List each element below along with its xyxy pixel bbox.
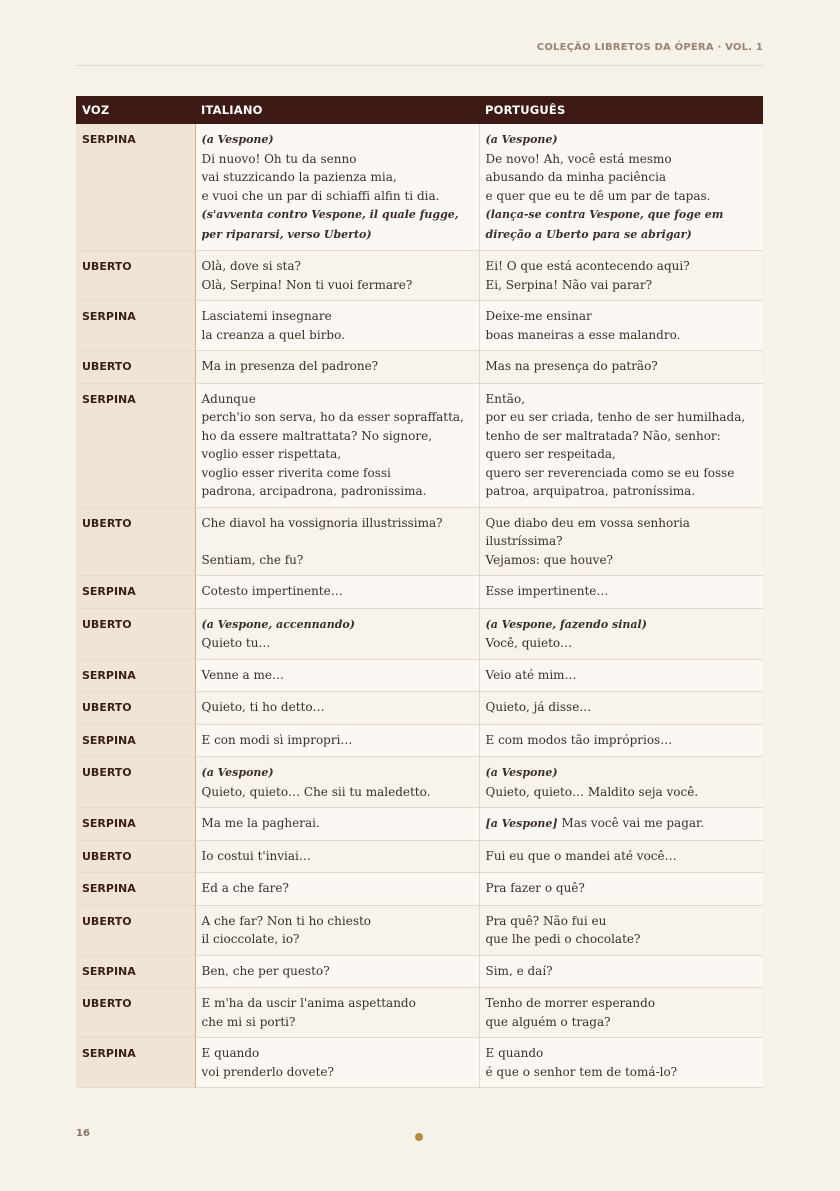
lyric-text: Pra fazer o quê? <box>485 881 585 895</box>
voice-cell: UBERTO <box>76 251 195 301</box>
italian-cell <box>195 905 479 955</box>
voice-cell: UBERTO <box>76 757 195 808</box>
stage-direction: (a Vespone) <box>485 766 558 779</box>
portuguese-cell <box>479 840 763 873</box>
lyric-text: Pra quê? Não fui eu que lhe pedi o chocolate? <box>485 913 641 946</box>
stage-direction: (a Vespone, accennando) <box>201 617 355 631</box>
table-row <box>76 301 763 351</box>
lyric-text: Quieto, já disse… <box>485 700 592 714</box>
table-header-row <box>76 96 763 124</box>
stage-direction: (a Vespone) <box>485 133 558 146</box>
italian-cell <box>195 808 479 841</box>
italian-cell <box>195 507 479 576</box>
portuguese-cell <box>479 692 763 725</box>
lyric-text: Venne a me… <box>201 667 284 682</box>
lyric-text: Quieto, quieto… Che sii tu maledetto. <box>201 784 431 799</box>
italian-cell <box>195 692 479 725</box>
column-header-portuguese: PORTUGUÊS <box>479 96 763 124</box>
voice-cell: UBERTO <box>76 692 195 725</box>
lyric-text: Che diavol ha vossignoria illustrissima? Sentiam, che fu? <box>201 515 443 567</box>
table-row <box>76 383 763 507</box>
portuguese-cell <box>479 873 763 906</box>
table-row <box>76 124 763 251</box>
voice-cell: UBERTO <box>76 988 195 1038</box>
lyric-text: E m'ha da uscir l'anima aspettando che mi si porti? <box>201 996 416 1029</box>
voice-cell: SERPINA <box>76 576 195 609</box>
italian-cell <box>195 301 479 351</box>
italian-cell <box>195 757 479 808</box>
italian-cell <box>195 955 479 988</box>
lyric-text: Ben, che per questo? <box>201 963 330 978</box>
lyric-text: Você, quieto… <box>485 636 573 650</box>
lyric-text: Ei! O que está acontecendo aqui? Ei, Serpina! Não vai parar? <box>485 259 690 292</box>
table-row <box>76 659 763 692</box>
lyric-text: Esse impertinente… <box>485 584 609 598</box>
voice-cell: SERPINA <box>76 955 195 988</box>
stage-direction: (a Vespone) <box>201 766 274 779</box>
lyric-text: Quieto, quieto… Maldito seja você. <box>485 784 699 799</box>
running-header: COLEÇÃO LIBRETOS DA ÓPERA · VOL. 1 <box>536 42 763 53</box>
column-header-voice: VOZ <box>76 96 195 124</box>
table-row <box>76 724 763 757</box>
lyric-text: Ma me la pagherai. <box>201 816 320 830</box>
lyric-text: Olà, dove si sta? Olà, Serpina! Non ti vuoi fermare? <box>201 259 413 292</box>
portuguese-cell <box>479 1038 763 1088</box>
voice-cell: UBERTO <box>76 840 195 873</box>
voice-cell: UBERTO <box>76 351 195 384</box>
lyric-text: De novo! Ah, você está mesmo abusando da minha paciência e quer que eu te dê um par de tapas. <box>485 151 711 203</box>
portuguese-cell <box>479 251 763 301</box>
table-row <box>76 576 763 609</box>
voice-cell: UBERTO <box>76 507 195 576</box>
lyric-text: Mas na presença do patrão? <box>485 359 658 373</box>
portuguese-cell <box>479 905 763 955</box>
lyric-text: E com modos tão impróprios… <box>485 732 673 747</box>
voice-cell: UBERTO <box>76 608 195 659</box>
italian-cell <box>195 608 479 659</box>
page-number: 16 <box>76 1128 90 1139</box>
portuguese-cell <box>479 757 763 808</box>
italian-cell <box>195 383 479 507</box>
inline-stage-direction: [a Vespone] <box>485 817 558 830</box>
italian-cell <box>195 351 479 384</box>
column-header-italian: ITALIANO <box>195 96 479 124</box>
voice-cell: UBERTO <box>76 905 195 955</box>
voice-cell: SERPINA <box>76 383 195 507</box>
portuguese-cell <box>479 988 763 1038</box>
lyric-text: Sim, e daí? <box>485 963 553 978</box>
lyric-text: E quando voi prenderlo dovete? <box>201 1046 334 1079</box>
lyric-text: Ed a che fare? <box>201 881 289 895</box>
italian-cell <box>195 840 479 873</box>
portuguese-cell <box>479 351 763 384</box>
stage-direction: (a Vespone) <box>201 133 274 146</box>
voice-cell: SERPINA <box>76 301 195 351</box>
lyric-text: Mas você vai me pagar. <box>561 816 705 830</box>
stage-direction: (lança-se contra Vespone, que foge em direção a Uberto para se abrigar) <box>485 208 724 241</box>
table-row <box>76 873 763 906</box>
libretto-table <box>76 96 763 1088</box>
portuguese-cell <box>479 808 763 841</box>
portuguese-cell <box>479 576 763 609</box>
lyric-text: Io costui t'inviai… <box>201 848 311 863</box>
lyric-text: Cotesto impertinente… <box>201 584 343 598</box>
table-row <box>76 955 763 988</box>
stage-direction: (s'avventa contro Vespone, il quale fugge, per ripararsi, verso Uberto) <box>201 208 459 241</box>
lyric-text: Fui eu que o mandei até você… <box>485 848 677 863</box>
lyric-text: Veio até mim… <box>485 667 577 682</box>
italian-cell <box>195 124 479 251</box>
footer-ornament-dot <box>415 1133 423 1141</box>
voice-cell: SERPINA <box>76 124 195 251</box>
lyric-text: A che far? Non ti ho chiesto il cioccolate, io? <box>201 913 372 946</box>
voice-cell: SERPINA <box>76 659 195 692</box>
voice-cell: SERPINA <box>76 873 195 906</box>
lyric-text: Que diabo deu em vossa senhoria ilustríssima? Vejamos: que houve? <box>485 515 690 567</box>
portuguese-cell <box>479 507 763 576</box>
table-row <box>76 351 763 384</box>
table-row <box>76 905 763 955</box>
lyric-text: Deixe-me ensinar boas maneiras a esse malandro. <box>485 309 681 342</box>
portuguese-cell <box>479 608 763 659</box>
portuguese-cell <box>479 724 763 757</box>
lyric-text: Di nuovo! Oh tu da senno vai stuzzicando la pazienza mia, e vuoi che un par di schiaffi alfin ti dia. <box>201 151 440 203</box>
lyric-text: Adunque perch'io son serva, ho da esser sopraffatta, ho da essere maltrattata? No signore, voglio esser rispettata, voglio esser riverita come fossi padrona, arcipadrona, padronissima. <box>201 391 464 498</box>
portuguese-cell <box>479 955 763 988</box>
table-row <box>76 840 763 873</box>
italian-cell <box>195 873 479 906</box>
table-row <box>76 988 763 1038</box>
lyric-text: Tenho de morrer esperando que alguém o traga? <box>485 996 656 1029</box>
voice-cell: SERPINA <box>76 808 195 841</box>
header-divider <box>76 65 763 66</box>
lyric-text: Quieto tu… <box>201 636 271 650</box>
portuguese-cell <box>479 659 763 692</box>
italian-cell <box>195 576 479 609</box>
portuguese-cell <box>479 383 763 507</box>
portuguese-cell <box>479 301 763 351</box>
table-row <box>76 757 763 808</box>
table-row <box>76 608 763 659</box>
table-row <box>76 251 763 301</box>
lyric-text: Ma in presenza del padrone? <box>201 359 379 373</box>
table-row <box>76 692 763 725</box>
lyric-text: Então, por eu ser criada, tenho de ser humilhada, tenho de ser maltratada? Não, senhor: quero ser respeitada, quero ser reverenciada como se eu fosse patroa, arquipatroa, patroníssima. <box>485 391 746 498</box>
lyric-text: E quando é que o senhor tem de tomá-lo? <box>485 1046 678 1079</box>
lyric-text: Lasciatemi insegnare la creanza a quel birbo. <box>201 309 345 342</box>
voice-cell: SERPINA <box>76 724 195 757</box>
table-row <box>76 808 763 841</box>
lyric-text: E con modi sì impropri… <box>201 732 353 747</box>
table-row <box>76 1038 763 1088</box>
stage-direction: (a Vespone, fazendo sinal) <box>485 617 647 631</box>
italian-cell <box>195 659 479 692</box>
table-row <box>76 507 763 576</box>
italian-cell <box>195 1038 479 1088</box>
italian-cell <box>195 724 479 757</box>
voice-cell: SERPINA <box>76 1038 195 1088</box>
lyric-text: Quieto, ti ho detto… <box>201 700 325 714</box>
italian-cell <box>195 988 479 1038</box>
italian-cell <box>195 251 479 301</box>
portuguese-cell <box>479 124 763 251</box>
